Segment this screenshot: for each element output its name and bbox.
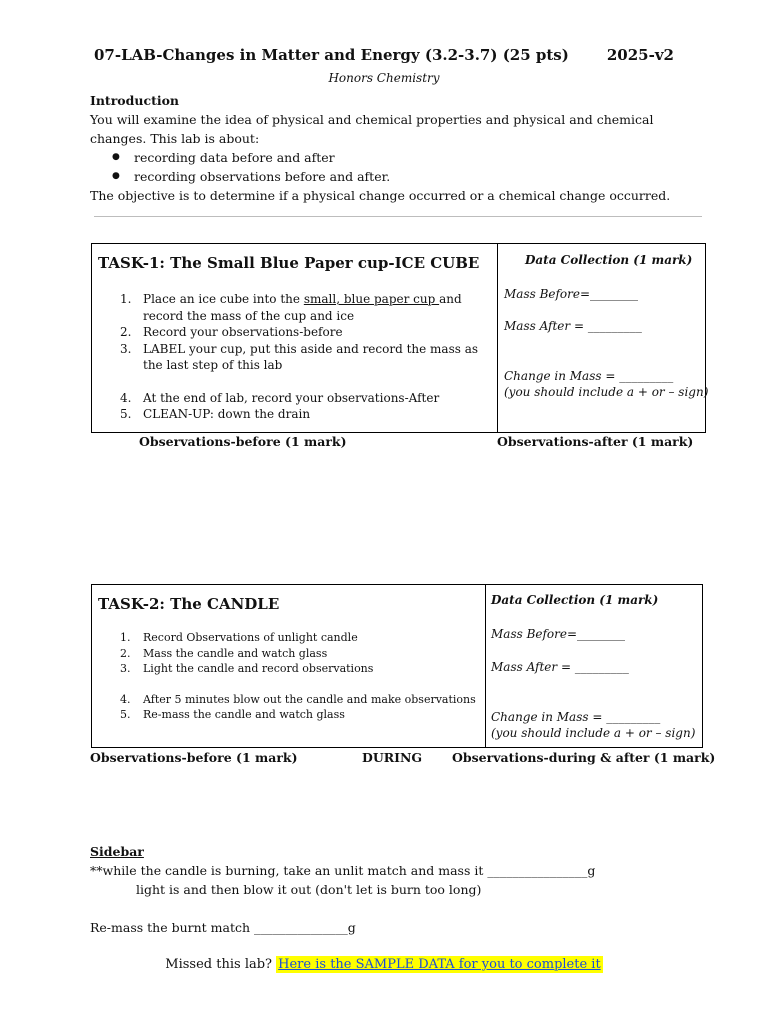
task2-instructions [92,585,486,747]
task2-observations-during-after-label: Observations-during & after (1 mark) [452,750,716,765]
step-item: 4. After 5 minutes blow out the candle and make observations [120,692,476,706]
change-in-mass-field: Change in Mass = _________ [504,369,674,383]
step-item: 5. Re-mass the candle and watch glass [120,708,345,721]
mass-after-field: Mass After = _________ [504,319,642,333]
task1-observations-after-label: Observations-after (1 mark) [497,434,694,449]
missed-lab-line [0,957,768,972]
lab-title: 07-LAB-Changes in Matter and Energy (3.2-3.7) (25 pts) [94,46,569,64]
task2-title: TASK-2: The CANDLE [98,595,280,613]
task1-observations-before-label: Observations-before (1 mark) [139,434,347,449]
underlined-phrase: small, blue paper cup [303,292,440,306]
introduction-heading: Introduction [90,93,180,108]
missed-lab-text: Missed this lab? [165,957,273,972]
step-item: 1. Record Observations of unlight candle [120,631,358,644]
sidebar-line: Re-mass the burnt match _______________g [90,920,356,935]
task2-during-label: DURING [362,750,423,765]
data-collection-heading: Data Collection (1 mark) [491,593,659,607]
task1-title: TASK-1: The Small Blue Paper cup-ICE CUBE [98,254,480,272]
task2-steps [120,630,483,723]
horizontal-divider [94,216,702,217]
task2-observations-before-label: Observations-before (1 mark) [90,750,298,765]
step-item: 2. Record your observations-before [120,325,343,339]
objective-text: The objective is to determine if a physical change occurred or a chemical change occurred. [90,188,671,203]
task2-data-collection [486,585,702,747]
step-item: 3. Light the candle and record observations [120,662,374,675]
sidebar-heading: Sidebar [90,844,144,859]
sidebar-section [90,842,595,937]
sign-note: (you should include a + or – sign) [491,726,696,740]
change-in-mass-field: Change in Mass = _________ [491,710,661,724]
step-item: 1. Place an ice cube into the small, blue paper cup and record the mass of the cup and ice [120,292,462,323]
bullet-item: ● recording data before and after [134,148,710,167]
mass-before-field: Mass Before=________ [504,287,639,301]
page-title [0,46,768,64]
sidebar-line: light is and then blow it out (don't let is burn too long) [136,882,482,897]
mass-before-field: Mass Before=________ [491,627,626,641]
bullet-item: ● recording observations before and after. [134,167,710,186]
sign-note: (you should include a + or – sign) [504,385,709,399]
task1-data-collection [498,244,709,432]
step-item: 2. Mass the candle and watch glass [120,646,328,660]
step-item: 3. LABEL your cup, put this aside and record the mass as the last step of this lab [120,341,479,372]
version-label: 2025-v2 [606,46,674,64]
mass-after-field: Mass After = _________ [491,660,629,674]
course-subtitle: Honors Chemistry [328,71,440,85]
sample-data-link[interactable]: Here is the SAMPLE DATA for you to complete it [278,957,601,972]
task1-box [91,243,709,433]
task1-steps [120,291,493,423]
data-collection-heading: Data Collection (1 mark) [525,253,693,267]
task2-box [91,584,703,748]
introduction-paragraph: You will examine the idea of physical and chemical properties and physical and chemical changes. This lab is about: [90,112,654,146]
introduction-bullets [90,148,710,186]
step-item: 4. At the end of lab, record your observations-After [120,390,440,405]
step-item: 5. CLEAN-UP: down the drain [120,407,311,421]
introduction-section [90,91,710,205]
sidebar-line: **while the candle is burning, take an unlit match and mass it ________________g [90,863,596,878]
task1-instructions [92,244,498,432]
